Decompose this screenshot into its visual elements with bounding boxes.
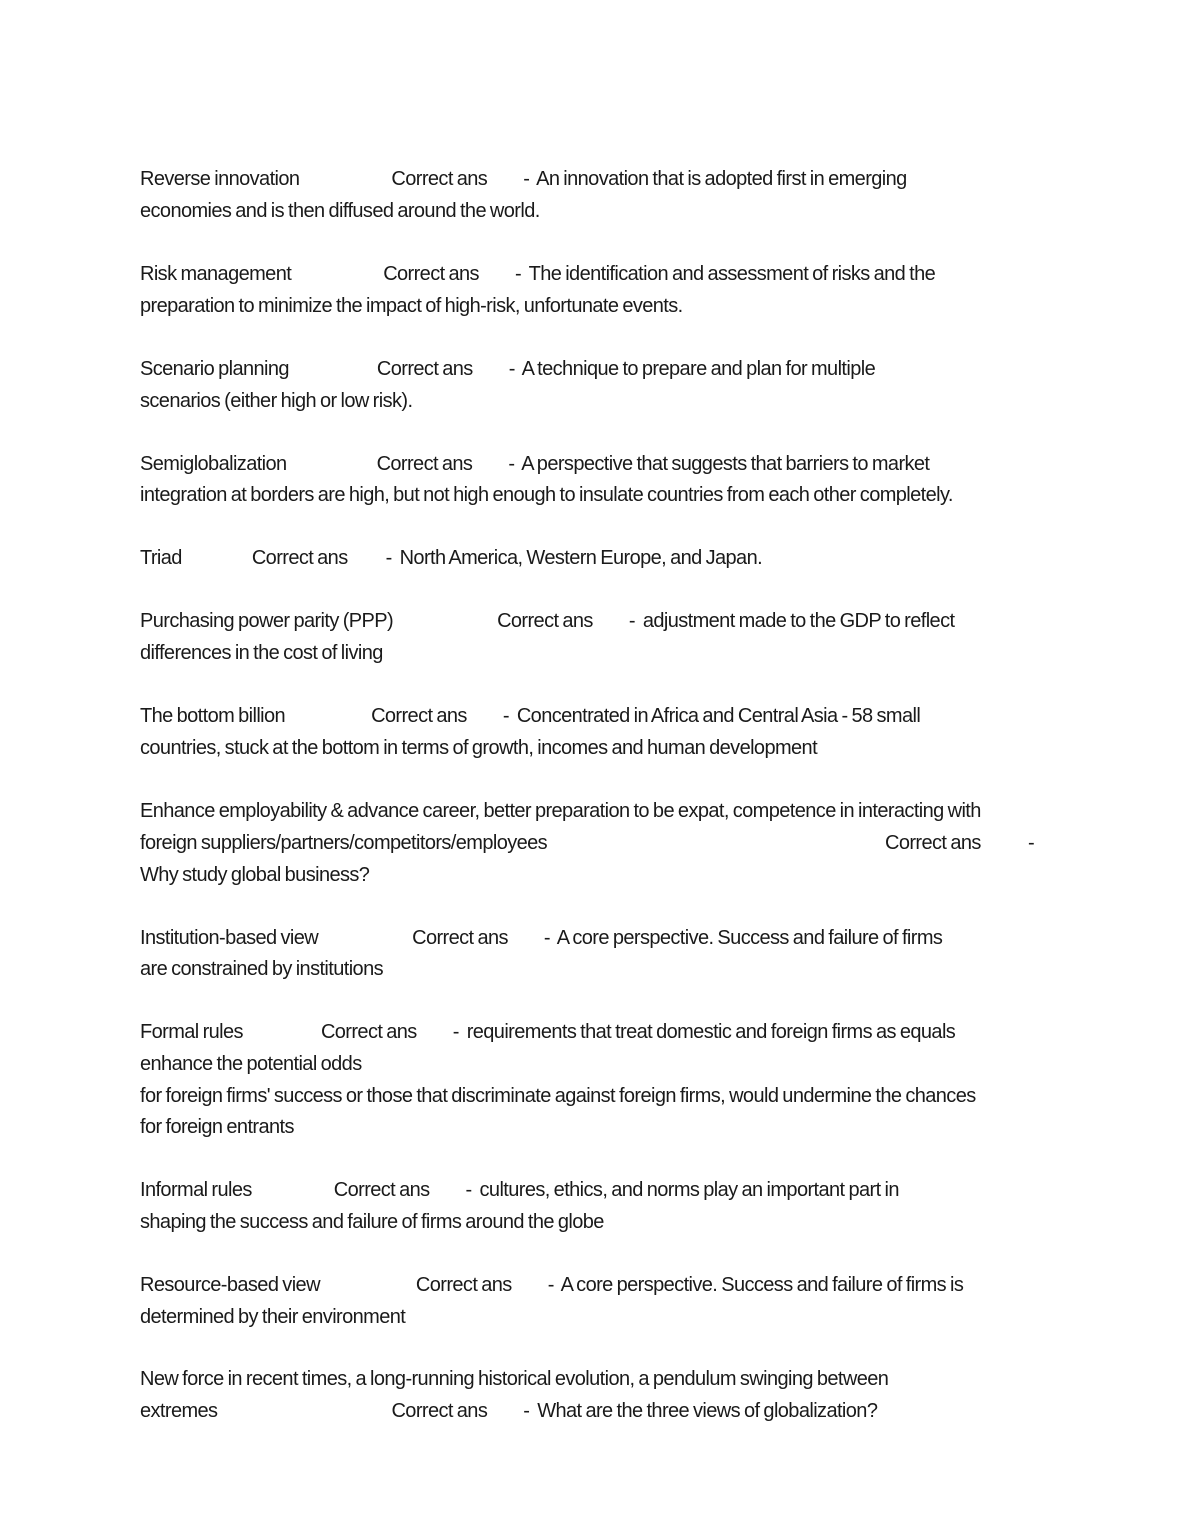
- entry-why-study-term-continuation: foreign suppliers/partners/competitors/employees Correct ans -: [140, 832, 1035, 854]
- entry-informal-rules: Informal rules Correct ans - cultures, ethics, and norms play an important part in: [140, 1179, 899, 1201]
- entry-scenario-planning: Scenario planning Correct ans - A technique to prepare and plan for multiple: [140, 358, 876, 380]
- term: Informal rules: [140, 1179, 252, 1201]
- definition: The identification and assessment of risks and the: [528, 263, 936, 285]
- entry-bottom-billion: The bottom billion Correct ans - Concentrated in Africa and Central Asia - 58 small: [140, 705, 921, 727]
- term: Formal rules: [140, 1021, 243, 1043]
- definition: A perspective that suggests that barriers to market: [521, 453, 930, 475]
- definition: requirements that treat domestic and foreign firms as equals: [466, 1021, 956, 1043]
- term: Triad: [140, 547, 182, 569]
- definition: cultures, ethics, and norms play an important part in: [479, 1179, 899, 1201]
- definition: adjustment made to the GDP to reflect: [642, 610, 955, 632]
- definition: North America, Western Europe, and Japan.: [399, 547, 763, 569]
- definition-continuation: scenarios (either high or low risk).: [140, 390, 413, 412]
- correct-ans-label: Correct ans: [383, 263, 479, 285]
- definition: A core perspective. Success and failure of firms is: [560, 1274, 964, 1296]
- definition-continuation: for foreign firms' success or those that discriminate against foreign firms, would undermine the chances: [140, 1085, 976, 1107]
- definition-continuation: economies and is then diffused around the world.: [140, 200, 540, 222]
- definition: A core perspective. Success and failure of firms: [556, 927, 943, 949]
- definition: What are the three views of globalization?: [537, 1400, 878, 1422]
- entry-why-study-term: Enhance employability & advance career, better preparation to be expat, competence in interacting with: [140, 800, 981, 822]
- entry-reverse-innovation: Reverse innovation Correct ans - An innovation that is adopted first in emerging: [140, 168, 907, 190]
- correct-ans-label: Correct ans: [497, 610, 593, 632]
- entry-semiglobalization: Semiglobalization Correct ans - A perspective that suggests that barriers to market: [140, 453, 930, 475]
- definition-continuation: enhance the potential odds: [140, 1053, 362, 1075]
- definition-continuation: countries, stuck at the bottom in terms of growth, incomes and human development: [140, 737, 818, 759]
- correct-ans-label: Correct ans: [412, 927, 508, 949]
- term: Semiglobalization: [140, 453, 287, 475]
- entry-resource-based-view: Resource-based view Correct ans - A core perspective. Success and failure of firms is: [140, 1274, 964, 1296]
- term: Resource-based view: [140, 1274, 320, 1296]
- term: Institution-based view: [140, 927, 319, 949]
- term: foreign suppliers/partners/competitors/employees: [140, 832, 548, 854]
- entry-risk-management: Risk management Correct ans - The identification and assessment of risks and the: [140, 263, 936, 285]
- entry-triad: Triad Correct ans - North America, Western Europe, and Japan.: [140, 547, 763, 569]
- correct-ans-label: Correct ans: [415, 1274, 512, 1296]
- definition-continuation: for foreign entrants: [140, 1116, 294, 1138]
- definition-continuation: are constrained by institutions: [140, 958, 383, 980]
- term: Reverse innovation: [140, 168, 300, 190]
- term: The bottom billion: [140, 705, 286, 727]
- term: Purchasing power parity (PPP): [140, 610, 394, 632]
- entry-three-views-term-continuation: extremes Correct ans - What are the three views of globalization?: [140, 1400, 878, 1422]
- correct-ans-label: Correct ans: [885, 832, 981, 854]
- correct-ans-label: Correct ans: [391, 168, 488, 190]
- definition-continuation: preparation to minimize the impact of high-risk, unfortunate events.: [140, 295, 683, 317]
- term: extremes: [140, 1400, 218, 1422]
- correct-ans-label: Correct ans: [376, 358, 473, 380]
- correct-ans-label: Correct ans: [391, 1400, 488, 1422]
- entry-purchasing-power-parity: Purchasing power parity (PPP) Correct ans - adjustment made to the GDP to reflect: [140, 610, 955, 632]
- entry-three-views-term: New force in recent times, a long-running historical evolution, a pendulum swinging between: [140, 1368, 889, 1390]
- definition: An innovation that is adopted first in emerging: [536, 168, 907, 190]
- entry-formal-rules: Formal rules Correct ans - requirements that treat domestic and foreign firms as equals: [140, 1021, 956, 1043]
- correct-ans-label: Correct ans: [371, 705, 467, 727]
- definition-continuation: determined by their environment: [140, 1306, 406, 1328]
- correct-ans-label: Correct ans: [320, 1021, 417, 1043]
- term: Risk management: [140, 263, 292, 285]
- term: Scenario planning: [140, 358, 289, 380]
- definition-continuation: integration at borders are high, but not high enough to insulate countries from each other completely.: [140, 484, 953, 506]
- correct-ans-label: Correct ans: [251, 547, 348, 569]
- definition-continuation: differences in the cost of living: [140, 642, 383, 664]
- definition: Concentrated in Africa and Central Asia - 58 small: [516, 705, 921, 727]
- definition-continuation: shaping the success and failure of firms around the globe: [140, 1211, 604, 1233]
- definition: Why study global business?: [140, 864, 370, 886]
- correct-ans-label: Correct ans: [333, 1179, 430, 1201]
- definition: A technique to prepare and plan for multiple: [521, 358, 876, 380]
- entry-institution-based-view: Institution-based view Correct ans - A core perspective. Success and failure of firms: [140, 927, 943, 949]
- correct-ans-label: Correct ans: [376, 453, 473, 475]
